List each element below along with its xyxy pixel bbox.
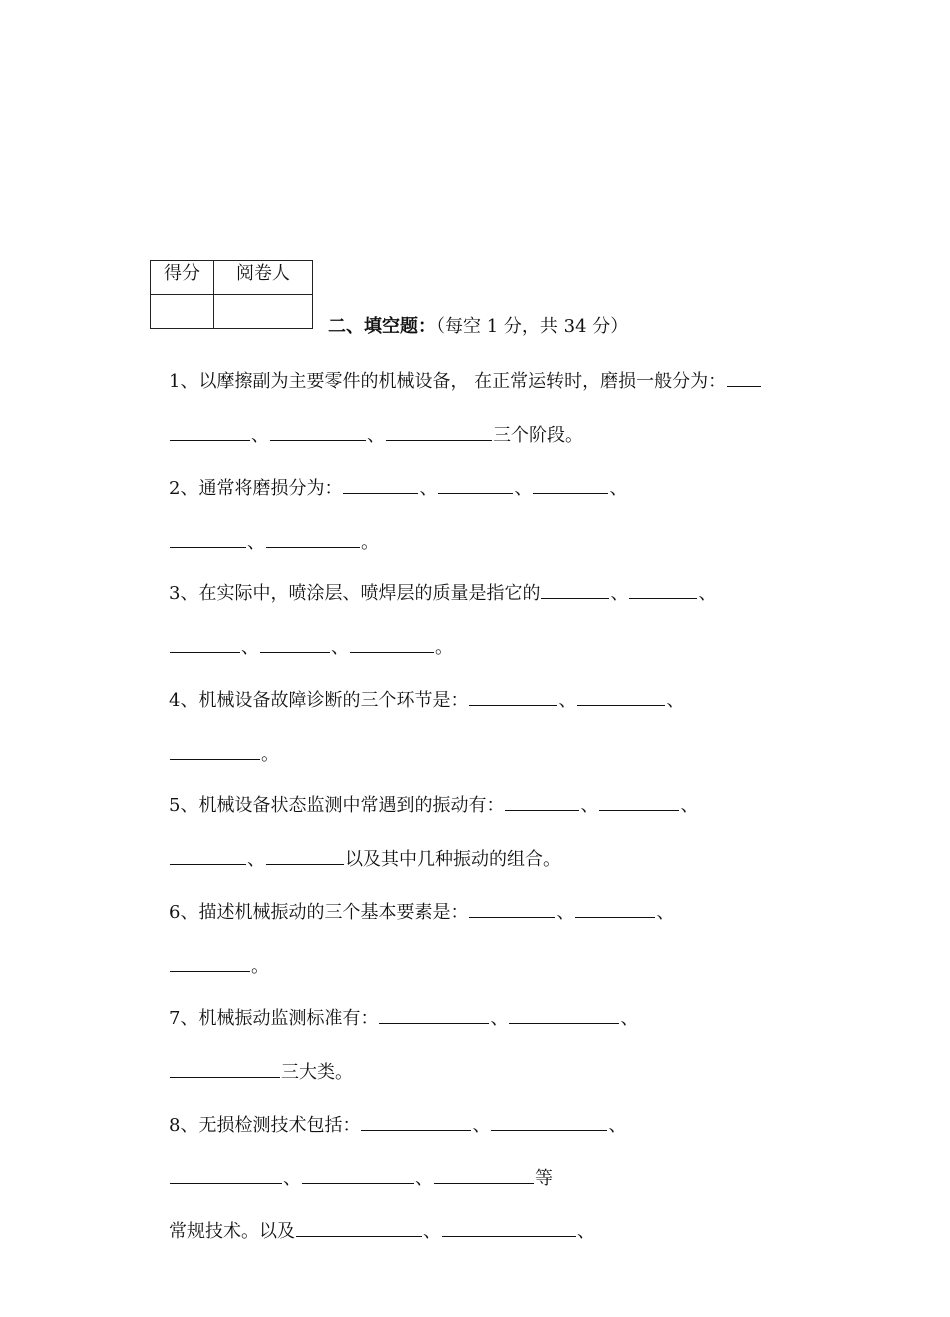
answer-blank[interactable] bbox=[170, 951, 250, 972]
question-text: 以及其中几种振动的组合。 bbox=[345, 849, 561, 870]
separator: 、 bbox=[608, 1115, 627, 1136]
separator: 、 bbox=[610, 583, 629, 604]
separator: 、 bbox=[514, 478, 533, 499]
question-2-line-2 bbox=[169, 527, 379, 557]
separator: 、 bbox=[283, 1168, 301, 1189]
answer-blank[interactable] bbox=[541, 578, 609, 599]
question-text: 6、描述机械振动的三个基本要素是： bbox=[169, 902, 469, 923]
answer-blank[interactable] bbox=[266, 844, 344, 865]
separator: 、 bbox=[577, 1221, 595, 1242]
answer-blank[interactable] bbox=[509, 1003, 619, 1024]
score-header: 得分 bbox=[151, 261, 214, 295]
question-7-line-1 bbox=[169, 1003, 638, 1033]
grader-cell[interactable] bbox=[214, 295, 313, 329]
separator: 、 bbox=[247, 532, 265, 553]
question-text: 常规技术。以及 bbox=[169, 1221, 295, 1242]
answer-blank[interactable] bbox=[491, 1110, 607, 1131]
separator: 、 bbox=[698, 583, 717, 604]
separator: 。 bbox=[435, 637, 453, 658]
separator: 、 bbox=[666, 690, 685, 711]
question-6-line-1 bbox=[169, 897, 674, 927]
question-text: 3、在实际中，喷涂层、喷焊层的质量是指它的 bbox=[169, 583, 541, 604]
section-heading: 二、填空题： bbox=[328, 316, 436, 337]
question-text: 等 bbox=[535, 1168, 553, 1189]
separator: 。 bbox=[361, 532, 379, 553]
answer-blank[interactable] bbox=[302, 1163, 414, 1184]
answer-blank[interactable] bbox=[599, 790, 679, 811]
grader-header: 阅卷人 bbox=[214, 261, 313, 295]
separator: 、 bbox=[247, 849, 265, 870]
answer-blank[interactable] bbox=[170, 844, 246, 865]
question-1-line-2 bbox=[169, 420, 583, 450]
answer-blank[interactable] bbox=[170, 1057, 280, 1078]
answer-blank[interactable] bbox=[533, 473, 608, 494]
separator: 、 bbox=[620, 1008, 639, 1029]
separator: 、 bbox=[241, 637, 259, 658]
answer-blank[interactable] bbox=[170, 1163, 282, 1184]
question-8-line-1 bbox=[169, 1110, 626, 1140]
question-text: 8、无损检测技术包括： bbox=[169, 1115, 361, 1136]
separator: 、 bbox=[656, 902, 675, 923]
answer-blank[interactable] bbox=[505, 790, 579, 811]
question-text: 1、以摩擦副为主要零件的机械设备， 在正常运转时，磨损一般分为： bbox=[169, 371, 727, 392]
answer-blank[interactable] bbox=[386, 420, 492, 441]
answer-blank[interactable] bbox=[170, 420, 250, 441]
answer-blank[interactable] bbox=[260, 632, 330, 653]
question-3-line-1 bbox=[169, 578, 716, 608]
question-4-line-2 bbox=[169, 739, 279, 769]
separator: 、 bbox=[419, 478, 438, 499]
question-8-line-2 bbox=[169, 1163, 553, 1193]
score-box bbox=[150, 260, 313, 329]
separator: 、 bbox=[558, 690, 577, 711]
separator: 、 bbox=[609, 478, 628, 499]
question-text: 4、机械设备故障诊断的三个环节是： bbox=[169, 690, 469, 711]
answer-blank[interactable] bbox=[629, 578, 697, 599]
section-note: （每空 1 分，共 34 分） bbox=[436, 316, 629, 337]
separator: 、 bbox=[472, 1115, 491, 1136]
answer-blank[interactable] bbox=[577, 685, 665, 706]
answer-blank[interactable] bbox=[442, 1216, 576, 1237]
answer-blank[interactable] bbox=[469, 685, 557, 706]
question-1-line-1 bbox=[169, 366, 762, 396]
separator: 、 bbox=[423, 1221, 441, 1242]
separator: 、 bbox=[490, 1008, 509, 1029]
answer-blank[interactable] bbox=[438, 473, 513, 494]
answer-blank[interactable] bbox=[361, 1110, 471, 1131]
answer-blank[interactable] bbox=[379, 1003, 489, 1024]
separator: 、 bbox=[367, 425, 385, 446]
answer-blank[interactable] bbox=[350, 632, 434, 653]
question-text: 三个阶段。 bbox=[493, 425, 583, 446]
question-text: 三大类。 bbox=[281, 1062, 353, 1083]
answer-blank[interactable] bbox=[170, 739, 260, 760]
question-text: 2、通常将磨损分为： bbox=[169, 478, 343, 499]
separator: 、 bbox=[331, 637, 349, 658]
answer-blank[interactable] bbox=[343, 473, 418, 494]
section-title bbox=[328, 312, 628, 338]
question-6-line-2 bbox=[169, 951, 269, 981]
separator: 、 bbox=[580, 795, 599, 816]
question-text: 7、机械振动监测标准有： bbox=[169, 1008, 379, 1029]
question-2-line-1 bbox=[169, 473, 627, 503]
answer-blank[interactable] bbox=[170, 632, 240, 653]
score-cell[interactable] bbox=[151, 295, 214, 329]
separator: 、 bbox=[251, 425, 269, 446]
answer-blank[interactable] bbox=[266, 527, 360, 548]
answer-blank[interactable] bbox=[170, 527, 246, 548]
answer-blank[interactable] bbox=[296, 1216, 422, 1237]
question-4-line-1 bbox=[169, 685, 684, 715]
answer-blank[interactable] bbox=[469, 897, 555, 918]
separator: 、 bbox=[556, 902, 575, 923]
question-8-line-3 bbox=[169, 1216, 595, 1246]
answer-blank[interactable] bbox=[575, 897, 655, 918]
separator: 、 bbox=[415, 1168, 433, 1189]
question-5-line-1 bbox=[169, 790, 698, 820]
answer-blank[interactable] bbox=[434, 1163, 534, 1184]
question-7-line-2 bbox=[169, 1057, 353, 1087]
question-3-line-2 bbox=[169, 632, 453, 662]
separator: 。 bbox=[261, 744, 279, 765]
question-5-line-2 bbox=[169, 844, 561, 874]
answer-blank[interactable] bbox=[270, 420, 366, 441]
separator: 。 bbox=[251, 956, 269, 977]
question-text: 5、机械设备状态监测中常遇到的振动有： bbox=[169, 795, 505, 816]
separator: 、 bbox=[680, 795, 699, 816]
answer-blank[interactable] bbox=[727, 366, 761, 387]
